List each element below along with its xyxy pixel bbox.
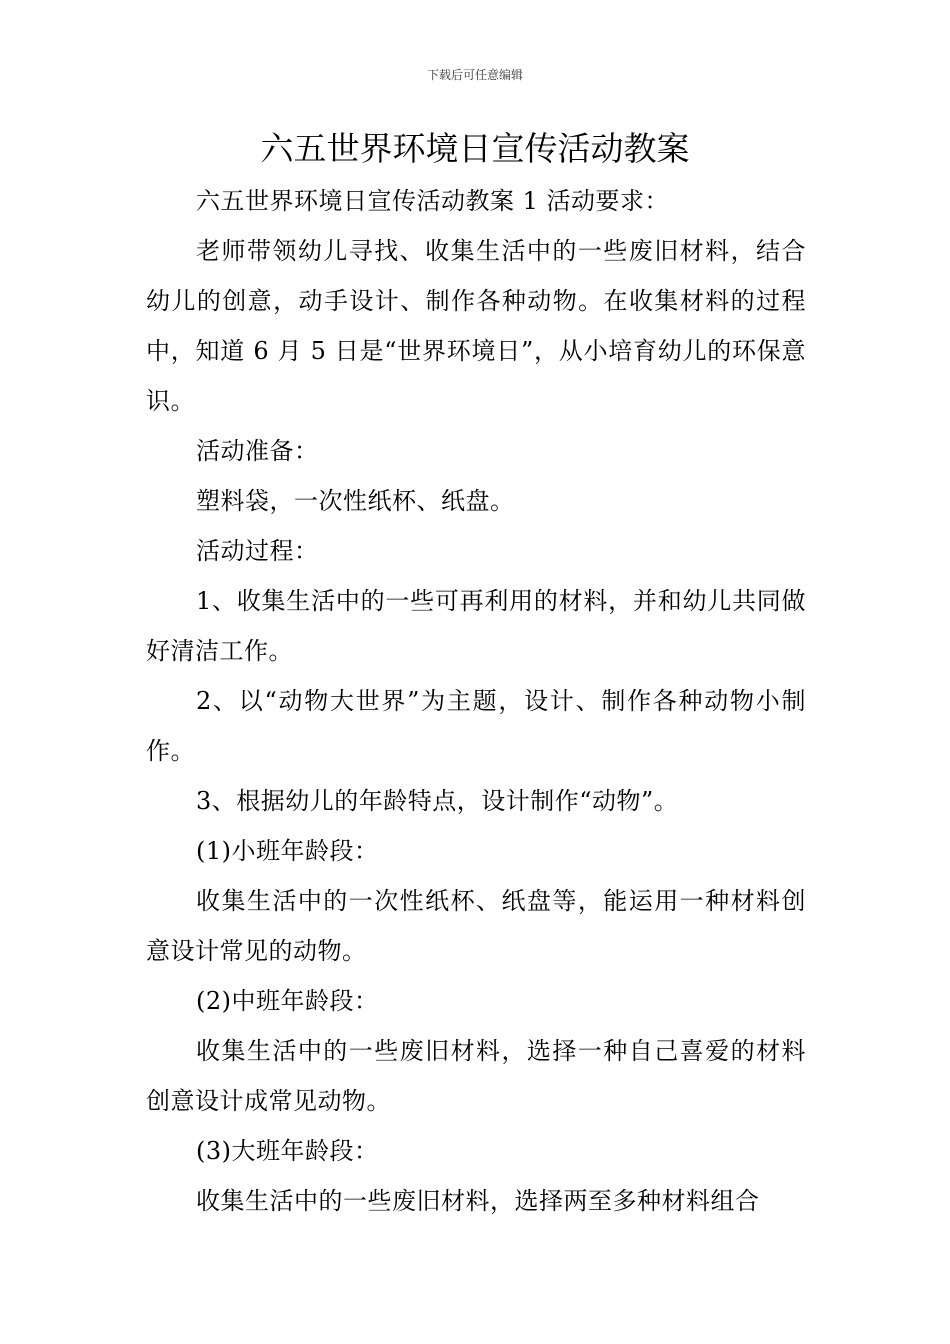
paragraph: 活动过程：	[196, 537, 319, 565]
header-note: 下载后可任意编辑	[426, 68, 523, 82]
paragraph: 2、以“动物大世界”为主题，设计、制作各种动物小制作。	[146, 687, 806, 765]
paragraph: 收集生活中的一次性纸杯、纸盘等，能运用一种材料创意设计常见的动物。	[146, 887, 806, 965]
paragraph: 收集生活中的一些废旧材料，选择一种自己喜爱的材料创意设计成常见动物。	[146, 1037, 806, 1115]
document-title: 六五世界环境日宣传活动教案	[260, 129, 690, 168]
paragraph: (3)大班年龄段：	[196, 1137, 379, 1165]
paragraph: 塑料袋，一次性纸杯、纸盘。	[196, 487, 515, 515]
paragraph: 3、根据幼儿的年龄特点，设计制作“动物”。	[196, 787, 679, 815]
paragraph: 收集生活中的一些废旧材料，选择两至多种材料组合	[196, 1187, 760, 1215]
paragraph: 老师带领幼儿寻找、收集生活中的一些废旧材料，结合幼儿的创意，动手设计、制作各种动物。在收集材料的过程中，知道 6 月 5 日是“世界环境日”，从小培育幼儿的环保意识。	[146, 237, 806, 415]
paragraph: (1)小班年龄段：	[196, 837, 379, 865]
paragraph: 六五世界环境日宣传活动教案 1 活动要求：	[196, 187, 670, 215]
paragraph: (2)中班年龄段：	[196, 987, 379, 1015]
paragraph: 活动准备：	[196, 437, 319, 465]
paragraph: 1、收集生活中的一些可再利用的材料，并和幼儿共同做好清洁工作。	[146, 587, 806, 665]
document-body	[146, 176, 806, 1226]
